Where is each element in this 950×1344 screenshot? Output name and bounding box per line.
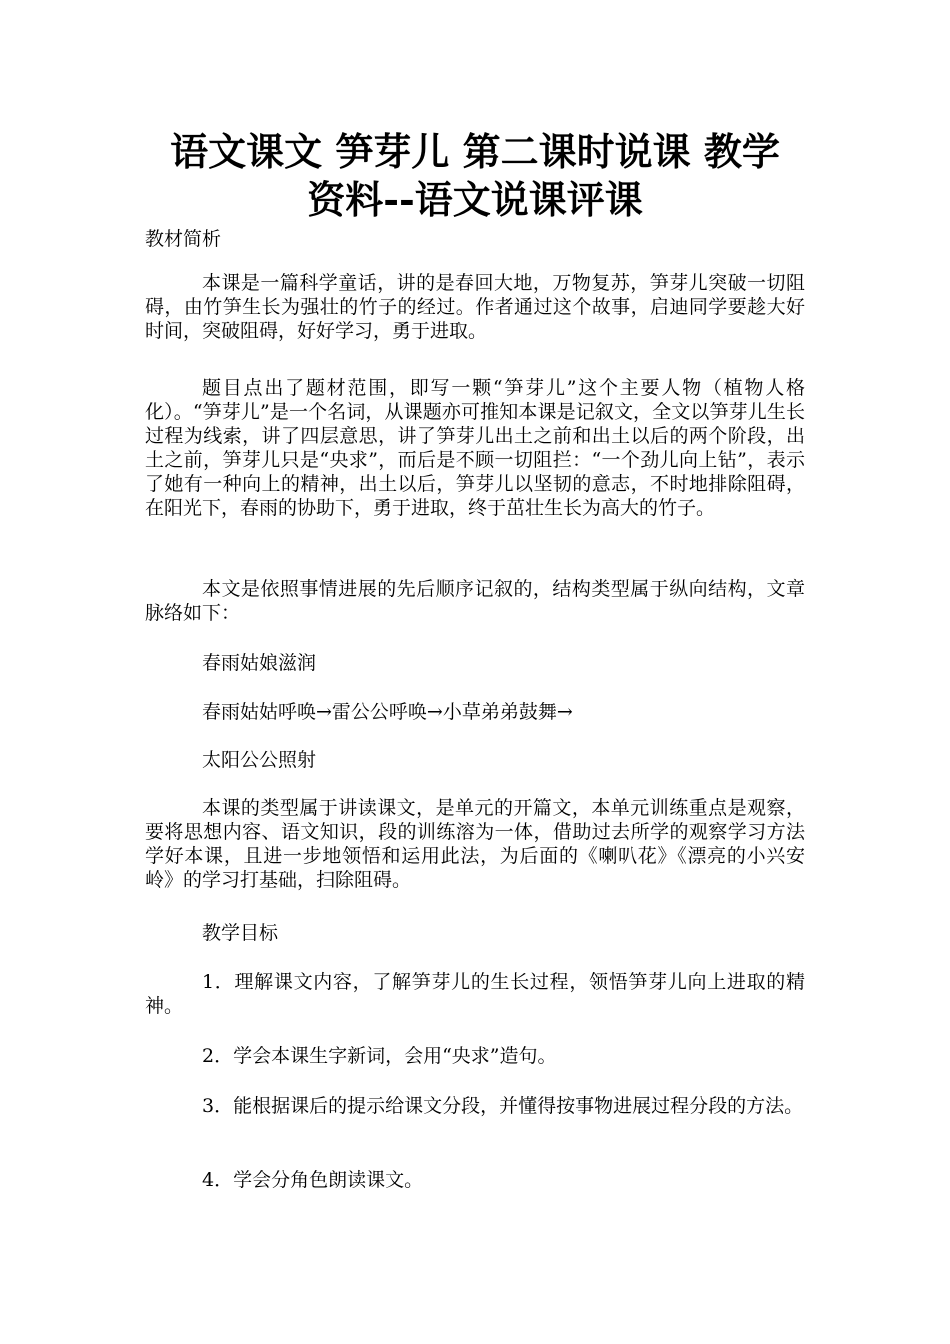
section-heading-teaching-goals: 教学目标 [202,922,279,944]
paragraph-title-analysis: 题目点出了题材范围，即写一颗“笋芽儿”这个主要人物（植物人格化）。“笋芽儿”是一个名词，从课题亦可推知本课是记叙文，全文以笋芽儿生长过程为线索，讲了四层意思，讲了笋芽儿出土之前和出土以后的两个阶段，出土之前，笋芽儿只是“央求”，而后是不顾一切阻拦：“一个劲儿向上钻”，表示了她有一种向上的精神，出土以后，笋芽儿以坚韧的意志，不时地排除阻碍，在阳光下，春雨的协助下，勇于进取，终于茁壮生长为高大的竹子。 [145,377,805,519]
goal-item-1: 1．理解课文内容，了解笋芽儿的生长过程，领悟笋芽儿向上进取的精神。 [145,971,805,1017]
goal-item-4: 4．学会分角色朗读课文。 [202,1169,424,1191]
structure-line-sun: 太阳公公照射 [202,749,317,771]
goal-item-2: 2．学会本课生字新词，会用“央求”造句。 [202,1045,557,1067]
document-title-line-1: 语文课文 笋芽儿 第二课时说课 教学 [170,129,780,174]
structure-line-flow: 春雨姑姑呼唤→雷公公呼唤→小草弟弟鼓舞→ [202,701,573,723]
document-title-line-2: 资料--语文说课评课 [307,177,643,222]
paragraph-intro: 本课是一篇科学童话，讲的是春回大地，万物复苏，笋芽儿突破一切阻碍，由竹笋生长为强壮的竹子的经过。作者通过这个故事，启迪同学要趁大好时间，突破阻碍，好好学习，勇于进取。 [145,272,805,342]
paragraph-lesson-type: 本课的类型属于讲读课文，是单元的开篇文，本单元训练重点是观察，要将思想内容、语文知识，段的训练溶为一体，借助过去所学的观察学习方法学好本课，且进一步地领悟和运用此法，为后面的《喇叭花》《漂亮的小兴安岭》的学习打基础，扫除阻碍。 [145,797,805,891]
structure-line-spring-rain: 春雨姑娘滋润 [202,652,317,674]
goal-item-3: 3．能根据课后的提示给课文分段，并懂得按事物进展过程分段的方法。 [202,1095,804,1117]
paragraph-structure: 本文是依照事情进展的先后顺序记叙的，结构类型属于纵向结构，文章脉络如下： [145,578,805,624]
section-heading-textbook-analysis: 教材简析 [145,228,222,250]
